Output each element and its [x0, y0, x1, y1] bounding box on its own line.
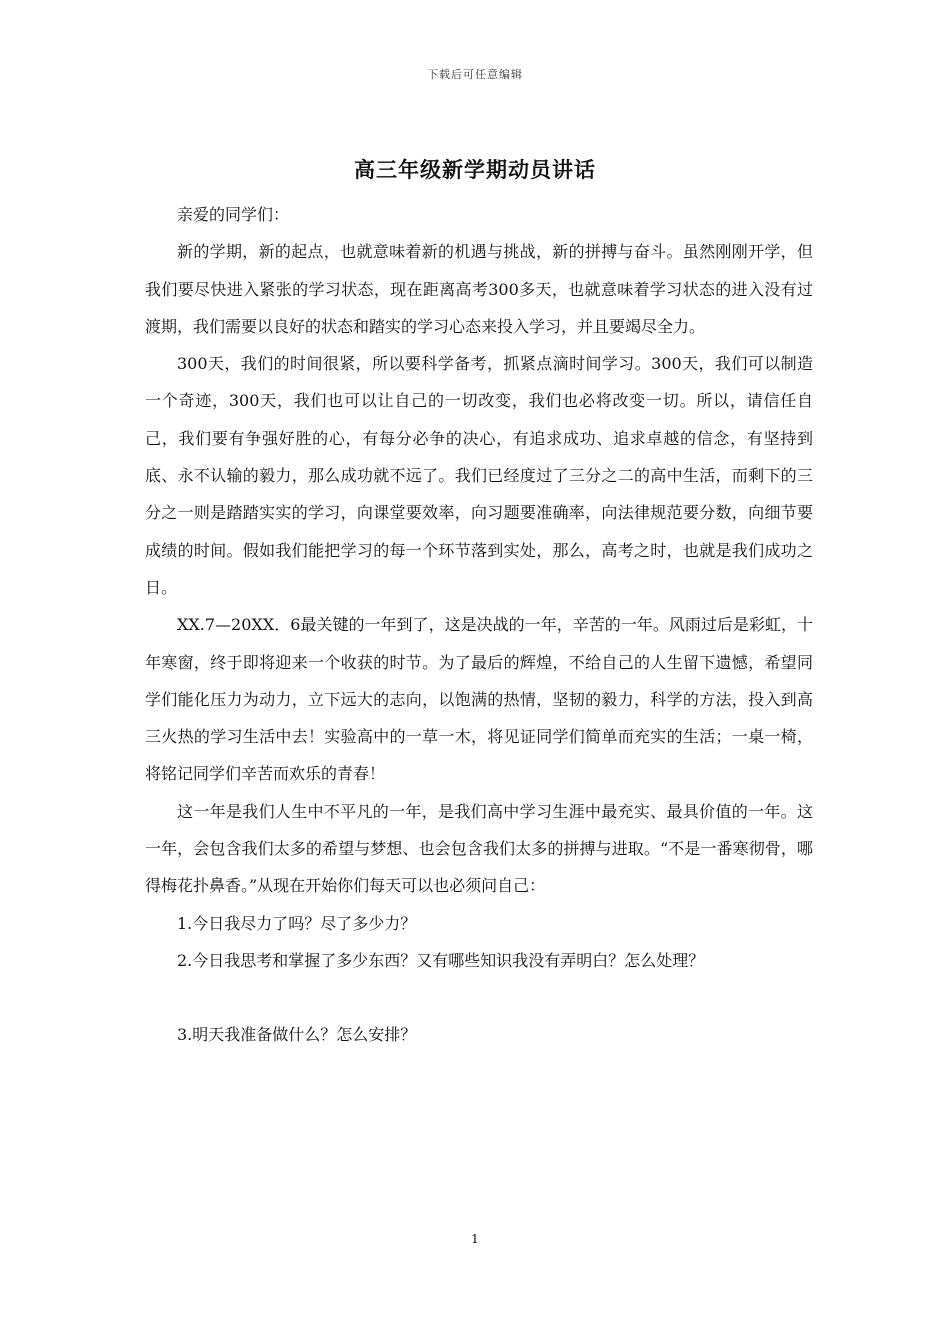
salutation: 亲爱的同学们：: [177, 205, 290, 224]
paragraph-2: 300天，我们的时间很紧，所以要科学备考，抓紧点滴时间学习。300天，我们可以制造一个奇迹，300天，我们也可以让自己的一切改变，我们也必将改变一切。所以，请信任自己，我们要有争强好胜的心，有每分必争的决心，有追求成功、追求卓越的信念，有坚持到底、永不认输的毅力，那么成功就不远了。我们已经度过了三分之二的高中生活，而剩下的三分之一则是踏踏实实的学习，向课堂要效率，向习题要准确率，向法律规范要分数，向细节要成绩的时间。假如我们能把学习的每一个环节落到实处，那么，高考之时，也就是我们成功之日。: [145, 354, 813, 597]
document-body: [145, 196, 813, 1054]
question-1: 1.今日我尽力了吗？尽了多少力？: [177, 913, 417, 933]
paragraph-1: 新的学期，新的起点，也就意味着新的机遇与挑战，新的拼搏与奋斗。虽然刚刚开学，但我们要尽快进入紧张的学习状态，现在距离高考300多天，也就意味着学习状态的进入没有过渡期，我们需要以良好的状态和踏实的学习心态来投入学习，并且要竭尽全力。: [145, 242, 813, 336]
header-note: 下载后可任意编辑: [427, 68, 523, 81]
question-2: 2.今日我思考和掌握了多少东西？又有哪些知识我没有弄明白？怎么处理？: [177, 950, 705, 970]
question-3: 3.明天我准备做什么？怎么安排？: [177, 1025, 417, 1045]
document-title: 高三年级新学期动员讲话: [354, 157, 596, 182]
page-number: 1: [471, 1232, 479, 1246]
paragraph-4: 这一年是我们人生中不平凡的一年，是我们高中学习生涯中最充实、最具价值的一年。这一年，会包含我们太多的希望与梦想、也会包含我们太多的拼搏与进取。“不是一番寒彻骨，哪得梅花扑鼻香。”从现在开始你们每天可以也必须问自己：: [145, 801, 813, 896]
paragraph-3: XX.7—20XX．6最关键的一年到了，这是决战的一年，辛苦的一年。风雨过后是彩虹，十年寒窗，终于即将迎来一个收获的时节。为了最后的辉煌，不给自己的人生留下遗憾，希望同学们能化压力为动力，立下远大的志向，以饱满的热情，坚韧的毅力，科学的方法，投入到高三火热的学习生活中去！实验高中的一草一木，将见证同学们简单而充实的生活；一桌一椅，将铭记同学们辛苦而欢乐的青春！: [145, 615, 813, 784]
